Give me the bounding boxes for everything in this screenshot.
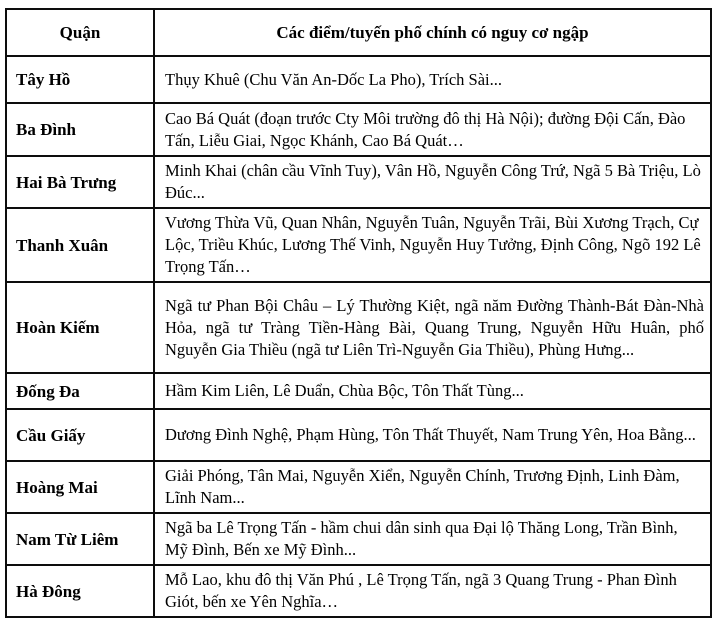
district-cell: Nam Từ Liêm <box>6 513 154 565</box>
table-row <box>6 282 711 373</box>
points-cell: Minh Khai (chân cầu Vĩnh Tuy), Vân Hồ, Nguyễn Công Trứ, Ngã 5 Bà Triệu, Lò Đúc... <box>154 156 711 208</box>
points-cell: Mỗ Lao, khu đô thị Văn Phú , Lê Trọng Tấn, ngã 3 Quang Trung - Phan Đình Giót, bến xe Yên Nghĩa… <box>154 565 711 617</box>
district-cell: Tây Hồ <box>6 56 154 103</box>
points-cell: Vương Thừa Vũ, Quan Nhân, Nguyễn Tuân, Nguyễn Trãi, Bùi Xương Trạch, Cự Lộc, Triều Khúc, Lương Thế Vinh, Nguyễn Huy Tưởng, Định Công, Ngõ 192 Lê Trọng Tấn… <box>154 208 711 282</box>
table-row <box>6 373 711 409</box>
points-cell: Thụy Khuê (Chu Văn An-Dốc La Pho), Trích Sài... <box>154 56 711 103</box>
district-cell: Hai Bà Trưng <box>6 156 154 208</box>
table-row <box>6 409 711 461</box>
points-cell: Dương Đình Nghệ, Phạm Hùng, Tôn Thất Thuyết, Nam Trung Yên, Hoa Bằng... <box>154 409 711 461</box>
header-row <box>6 9 711 56</box>
table-row <box>6 565 711 617</box>
table-row <box>6 156 711 208</box>
district-cell: Đống Đa <box>6 373 154 409</box>
points-cell: Cao Bá Quát (đoạn trước Cty Môi trường đô thị Hà Nội); đường Đội Cấn, Đào Tấn, Liễu Giai, Ngọc Khánh, Cao Bá Quát… <box>154 103 711 156</box>
district-cell: Hoàng Mai <box>6 461 154 513</box>
points-cell: Ngã ba Lê Trọng Tấn - hầm chui dân sinh qua Đại lộ Thăng Long, Trần Bình, Mỹ Đình, Bến xe Mỹ Đình... <box>154 513 711 565</box>
table-row <box>6 208 711 282</box>
points-column-header: Các điểm/tuyến phố chính có nguy cơ ngập <box>154 9 711 56</box>
district-cell: Cầu Giấy <box>6 409 154 461</box>
points-cell: Giải Phóng, Tân Mai, Nguyễn Xiển, Nguyễn Chính, Trương Định, Linh Đàm, Lĩnh Nam... <box>154 461 711 513</box>
district-cell: Ba Đình <box>6 103 154 156</box>
district-cell: Hoàn Kiếm <box>6 282 154 373</box>
district-column-header: Quận <box>6 9 154 56</box>
table-row <box>6 513 711 565</box>
points-cell: Ngã tư Phan Bội Châu – Lý Thường Kiệt, ngã năm Đường Thành-Bát Đàn-Nhà Hỏa, ngã tư Tràng Tiền-Hàng Bài, Quang Trung, Nguyễn Hữu Huân, phố Nguyễn Gia Thiều (ngã tư Liên Trì-Nguyễn Gia Thiều), Phùng Hưng... <box>154 282 711 373</box>
points-cell: Hầm Kim Liên, Lê Duẩn, Chùa Bộc, Tôn Thất Tùng... <box>154 373 711 409</box>
district-cell: Hà Đông <box>6 565 154 617</box>
table-row <box>6 461 711 513</box>
table-row <box>6 56 711 103</box>
flood-risk-table <box>5 8 712 618</box>
table-body <box>6 56 711 617</box>
district-cell: Thanh Xuân <box>6 208 154 282</box>
table-row <box>6 103 711 156</box>
